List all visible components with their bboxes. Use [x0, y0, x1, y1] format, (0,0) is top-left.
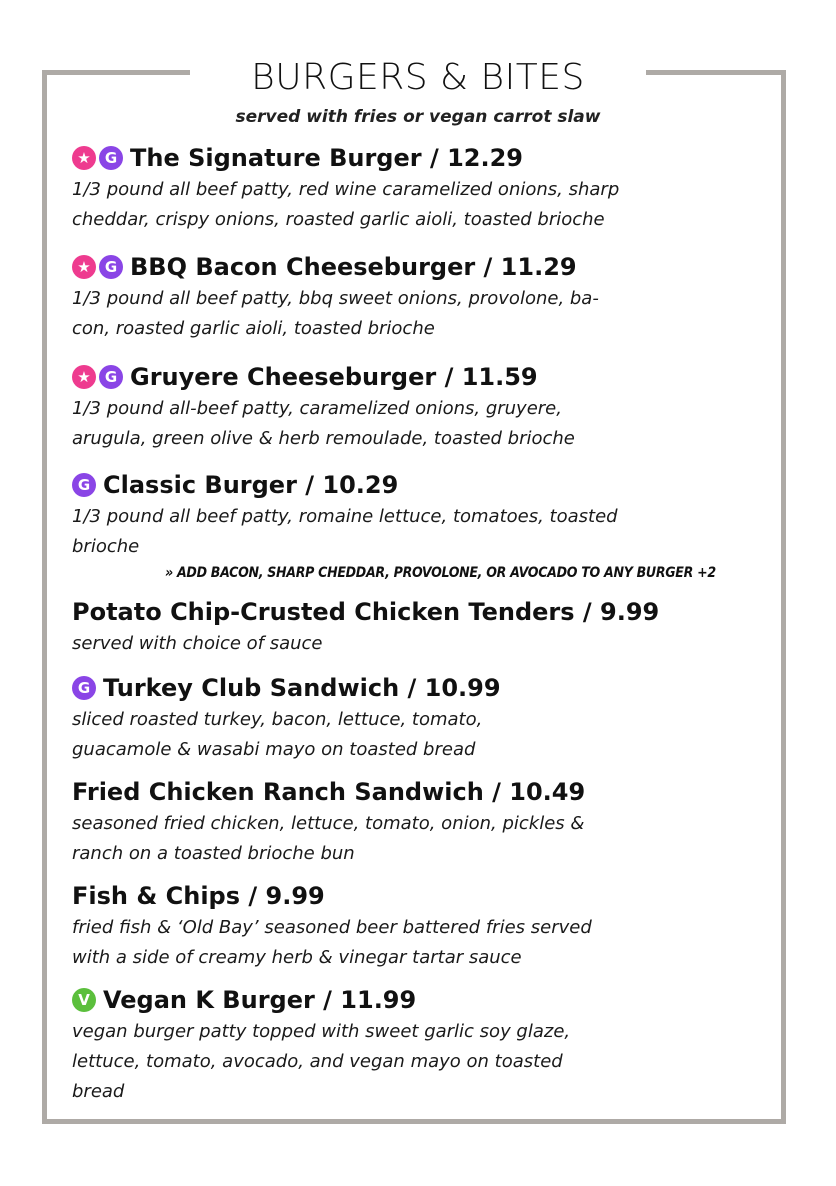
menu-item [72, 673, 772, 765]
menu-item-title [72, 143, 772, 173]
menu-item [72, 881, 772, 973]
description-line: ranch on a toasted brioche bun [72, 843, 355, 864]
g-badge-icon: G [99, 146, 123, 170]
star-badge-icon: ★ [72, 255, 96, 279]
menu-item-name: Vegan K Burger / 11.99 [103, 986, 417, 1014]
menu-item-title [72, 985, 772, 1015]
menu-item [72, 597, 772, 659]
g-badge-icon: G [99, 255, 123, 279]
menu-title: BURGERS & BITES [251, 57, 585, 98]
menu-item-name: BBQ Bacon Cheeseburger / 11.29 [130, 253, 577, 281]
menu-item-description [72, 705, 772, 765]
menu-item-title [72, 362, 772, 392]
menu-item-description [72, 913, 772, 973]
menu-item [72, 985, 772, 1107]
addon-note: » ADD BACON, SHARP CHEDDAR, PROVOLONE, OR AVOCADO TO ANY BURGER +2 [165, 565, 716, 581]
menu-item-description [72, 809, 772, 869]
star-badge-icon: ★ [72, 146, 96, 170]
menu-item-title [72, 470, 772, 500]
menu-item-description [72, 394, 772, 454]
description-line: con, roasted garlic aioli, toasted brioche [72, 318, 435, 339]
description-line: bread [72, 1081, 125, 1102]
g-badge-icon: G [72, 676, 96, 700]
menu-item-title [72, 673, 772, 703]
menu-item [72, 362, 772, 454]
menu-item-name: Classic Burger / 10.29 [103, 471, 399, 499]
menu-subtitle: served with fries or vegan carrot slaw [235, 107, 601, 127]
menu-item [72, 252, 772, 344]
menu-item-description [72, 629, 772, 659]
menu-item-name: Gruyere Cheeseburger / 11.59 [130, 363, 538, 391]
menu-item-title [72, 252, 772, 282]
menu-item-description [72, 502, 772, 562]
description-line: seasoned fried chicken, lettuce, tomato, onion, pickles & [72, 813, 585, 834]
description-line: with a side of creamy herb & vinegar tartar sauce [72, 947, 522, 968]
menu-item-description [72, 284, 772, 344]
description-line: guacamole & wasabi mayo on toasted bread [72, 739, 476, 760]
menu-item-title [72, 777, 772, 807]
vegan-badge-icon: V [72, 988, 96, 1012]
menu-item-name: Fish & Chips / 9.99 [72, 882, 325, 910]
description-line: vegan burger patty topped with sweet garlic soy glaze, [72, 1021, 571, 1042]
description-line: 1/3 pound all beef patty, bbq sweet onions, provolone, ba- [72, 288, 599, 309]
menu-item-name: Fried Chicken Ranch Sandwich / 10.49 [72, 778, 586, 806]
description-line: arugula, green olive & herb remoulade, toasted brioche [72, 428, 575, 449]
menu-item-description [72, 1017, 772, 1107]
menu-item-title [72, 597, 772, 627]
menu-item-title [72, 881, 772, 911]
description-line: lettuce, tomato, avocado, and vegan mayo on toasted [72, 1051, 563, 1072]
menu-item [72, 777, 772, 869]
description-line: served with choice of sauce [72, 633, 323, 654]
description-line: 1/3 pound all-beef patty, caramelized onions, gruyere, [72, 398, 562, 419]
description-line: cheddar, crispy onions, roasted garlic aioli, toasted brioche [72, 209, 605, 230]
menu-item-description [72, 175, 772, 235]
description-line: brioche [72, 536, 140, 557]
menu-item [72, 470, 772, 562]
menu-item-name: Potato Chip-Crusted Chicken Tenders / 9.99 [72, 598, 660, 626]
g-badge-icon: G [72, 473, 96, 497]
description-line: 1/3 pound all beef patty, red wine caramelized onions, sharp [72, 179, 620, 200]
description-line: 1/3 pound all beef patty, romaine lettuce, tomatoes, toasted [72, 506, 618, 527]
menu-item-name: The Signature Burger / 12.29 [130, 144, 523, 172]
description-line: sliced roasted turkey, bacon, lettuce, tomato, [72, 709, 483, 730]
menu-item [72, 143, 772, 235]
description-line: fried fish & ‘Old Bay’ seasoned beer battered fries served [72, 917, 592, 938]
g-badge-icon: G [99, 365, 123, 389]
star-badge-icon: ★ [72, 365, 96, 389]
menu-item-name: Turkey Club Sandwich / 10.99 [103, 674, 501, 702]
